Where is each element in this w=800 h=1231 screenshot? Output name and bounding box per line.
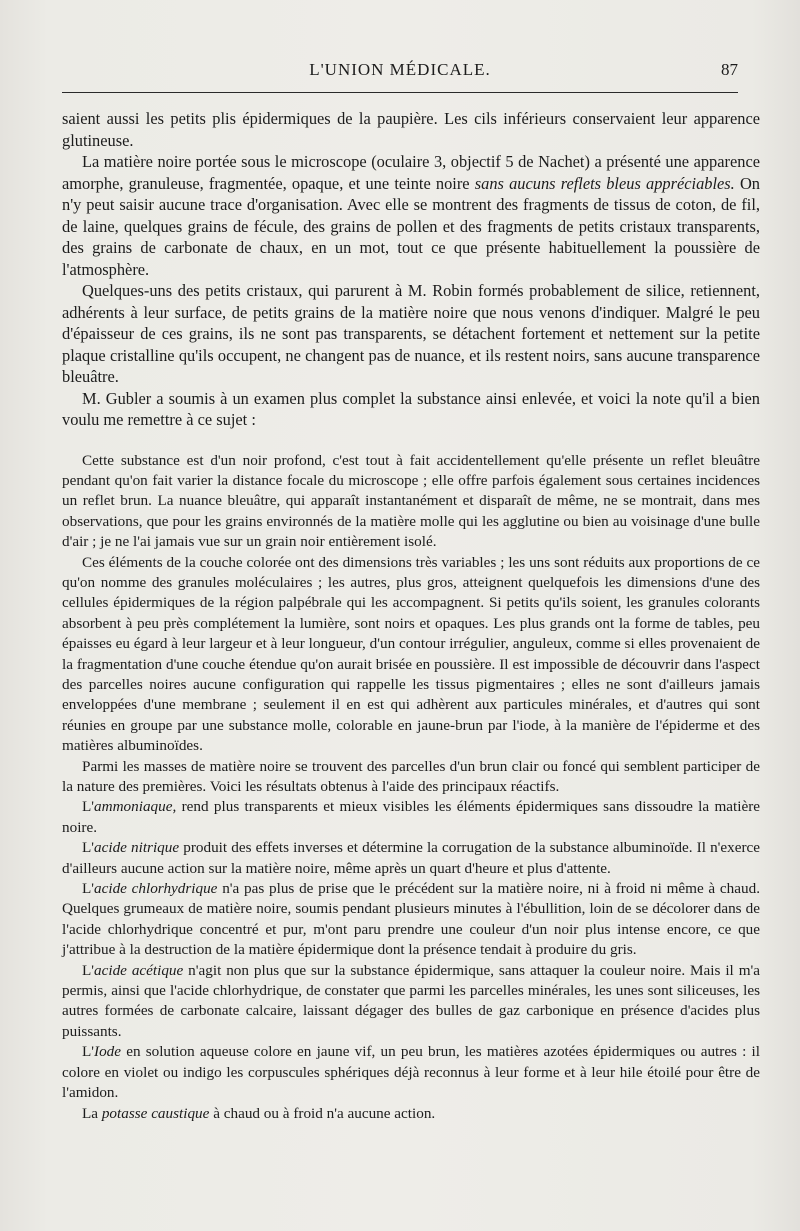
text-run: L': [82, 880, 95, 898]
header-rule: [62, 92, 738, 93]
page-header: [62, 60, 738, 86]
text-run: n'a pas plus de prise que le précédent sur la matière noire, ni à froid ni même à chaud. Quelques grumeaux de matière noire, soumis pendant plusieurs minutes à l'ébullition, loin de se décolorer dans de l'acide chlorhydrique concentré et pur, m'ont paru prendre une couleur d'un noir plus intense encore, ce que j'attribue à la destruction de la matière épidermique dont la présence tendait à produire du gris.: [62, 880, 760, 959]
text-run: en solution aqueuse colore en jaune vif, un peu brun, les matières azotées épidermiques ou autres : il colore en violet ou indigo les corpuscules sphériques déjà reconnus à leur forme et à leur hile étoilé pour être de l'amidon.: [62, 1043, 760, 1102]
text-run: L': [82, 1043, 95, 1061]
note-paragraph: [62, 797, 760, 838]
text-run: à chaud ou à froid n'a aucune action.: [209, 1104, 436, 1122]
text-run: La: [82, 1104, 102, 1122]
italic-run: acide nitrique: [94, 839, 180, 857]
text-run: rend plus transparents et mieux visibles les éléments épidermiques sans dissoudre la matière noire.: [62, 798, 760, 836]
note-paragraph: [62, 961, 760, 1043]
italic-run: acide acétique: [94, 961, 184, 979]
italic-run: ammoniaque,: [94, 798, 177, 816]
running-title: L'UNION MÉDICALE.: [309, 60, 491, 79]
note-paragraph: [62, 879, 760, 961]
article-body: [62, 108, 760, 1124]
italic-run: acide chlorhydrique: [94, 880, 218, 898]
text-run: produit des effets inverses et détermine la corrugation de la substance albuminoïde. Il n'exerce d'ailleurs aucune action sur la matière noire, même après un quart d'heure et plus d'attente.: [62, 839, 761, 877]
note-paragraph: Ces éléments de la couche colorée ont des dimensions très variables ; les uns sont réduits aux proportions de ce qu'on nomme des granules moléculaires ; les autres, plus gros, atteignent quelquefois les dimensions d'une des cellules épidermiques de la région palpébrale qui les accompagnent. Si petits qu'ils soient, les granules colorants absorbent à peu près complétement la lumière, sont noirs et opaques. Les plus grands ont la forme de tables, peu épaisses eu égard à leur largeur et à leur longueur, d'un contour irrégulier, anguleux, comme si elles provenaient de la fragmentation d'une couche étendue qu'on aurait brisée en poussière. Il est impossible de découvrir dans l'aspect des parcelles noires aucune configuration qui rappelle les tissus pigmentaires ; elles ne sont d'ailleurs jamais enveloppées d'une membrane ; seulement il en est qui adhèrent aux particules minérales, et d'autres qui sont réunies en groupe par une substance molle, colorable en jaune-brun par l'iode, à la manière de l'épiderme et des matières albuminoïdes.: [62, 553, 760, 755]
page-number: 87: [721, 60, 738, 79]
text-run: La matière noire portée sous le microscope (oculaire 3, objectif 5 de Nachet) a présenté une apparence amorphe, granuleuse, fragmentée, opaque, et une teinte noire: [62, 152, 760, 193]
quoted-note: [62, 451, 760, 1124]
paragraph: M. Gubler a soumis à un examen plus complet la substance ainsi enlevée, et voici la note qu'il a bien voulu me remettre à ce sujet :: [62, 388, 760, 429]
text-run: n'agit non plus que sur la substance épidermique, sans attaquer la couleur noire. Mais il m'a permis, ainsi que l'acide chlorhydrique, de constater que parmi les parcelles minérales, les unes sont siliceuses, les autres formées de carbonate calcaire, laissant dégager des bulles de gaz carbonique en présence d'acides plus puissants.: [62, 961, 760, 1040]
note-paragraph: [62, 1042, 760, 1103]
note-paragraph: Parmi les masses de matière noire se trouvent des parcelles d'un brun clair ou foncé qui semblent participer de la nature des premières. Voici les résultats obtenus à l'aide des principaux réactifs.: [62, 757, 760, 795]
text-run: L': [82, 961, 95, 979]
note-paragraph: [62, 1104, 760, 1124]
italic-run: sans aucuns reflets bleus appréciables.: [474, 173, 735, 193]
paragraph: [62, 151, 760, 280]
text-run: L': [82, 798, 95, 816]
lead-section: [62, 108, 760, 431]
note-paragraph: [62, 838, 760, 879]
text-run: On n'y peut saisir aucune trace d'organisation. Avec elle se montrent des fragments de tissus de coton, de fil, de laine, quelques grains de fécule, des grains de pollen et des fragments de petits cristaux transparents, des grains de carbonate de chaux, en un mot, tout ce que présente habituellement la poussière de l'atmosphère.: [62, 173, 760, 279]
text-run: L': [82, 839, 95, 857]
paragraph: saient aussi les petits plis épidermiques de la paupière. Les cils inférieurs conservaient leur apparence glutineuse.: [62, 109, 760, 150]
note-paragraph: Cette substance est d'un noir profond, c'est tout à fait accidentellement qu'elle présente un reflet bleuâtre pendant qu'on fait varier la distance focale du microscope ; elle offre parfois également sous certaines incidences un reflet brun. La nuance bleuâtre, qui apparaît instantanément et disparaît de même, ne se montrait, dans mes observations, que pour les grains environnés de la matière molle qui les agglutine ou bien au voisinage d'une bulle d'air ; je ne l'ai jamais vue sur un grain noir entièrement isolé.: [62, 451, 760, 551]
paragraph: Quelques-uns des petits cristaux, qui parurent à M. Robin formés probablement de silice, retiennent, adhérents à leur surface, de petits grains de la matière noire que nous venons d'indiquer. Malgré le peu d'épaisseur de ces grains, ils ne sont pas transparents, se détachent fortement et nettement sur la petite plaque cristalline qu'ils occupent, ne changent pas de nuance, et ils restent noirs, sans aucune transparence bleuâtre.: [62, 281, 760, 386]
italic-run: Iode: [94, 1043, 122, 1061]
italic-run: potasse caustique: [101, 1104, 210, 1122]
